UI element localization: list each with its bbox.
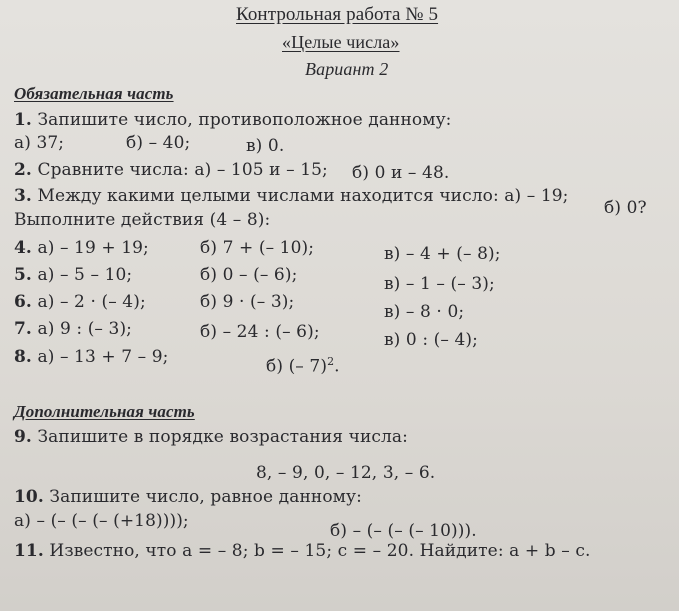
question-11-text: Известно, что a = – 8; b = – 15; c = – 20. Найдите: a + b – c. (49, 541, 591, 561)
question-8-option-b-end: . (334, 356, 340, 377)
question-6 (14, 292, 146, 312)
question-10 (14, 487, 362, 507)
question-4-option-c: в) – 4 + (– 8); (384, 244, 501, 264)
question-3-number: 3. (14, 186, 32, 206)
instruction-text: Выполните действия (4 – 8): (14, 210, 271, 230)
section-extra-heading: Дополнительная часть (14, 402, 195, 421)
question-7 (14, 319, 132, 339)
question-5 (14, 265, 132, 285)
question-8-option-b-base: б) (– 7) (266, 356, 328, 377)
question-9-text: Запишите в порядке возрастания числа: (37, 427, 408, 447)
question-1-number: 1. (14, 110, 32, 130)
question-6-option-c: в) – 8 · 0; (384, 302, 465, 322)
question-11-number: 11. (14, 541, 44, 561)
question-1-option-a: а) 37; (14, 133, 65, 153)
question-9-values: 8, – 9, 0, – 12, 3, – 6. (256, 463, 436, 483)
question-7-option-a: а) 9 : (– 3); (37, 319, 133, 339)
question-3-option-b: б) 0? (604, 198, 647, 218)
question-6-option-a: а) – 2 · (– 4); (37, 292, 146, 312)
worksheet-subtitle: «Целые числа» (282, 32, 400, 52)
question-10-option-b: б) – (– (– (– 10))). (330, 521, 477, 541)
question-9 (14, 427, 408, 447)
question-8-option-b (266, 355, 340, 377)
question-10-text: Запишите число, равное данному: (49, 487, 362, 507)
question-4 (14, 238, 149, 258)
question-3-text: Между какими целыми числами находится число: а) – 19; (37, 186, 569, 206)
question-2-number: 2. (14, 160, 32, 180)
question-7-option-b: б) – 24 : (– 6); (200, 322, 320, 342)
question-11 (14, 541, 590, 561)
question-1-text: Запишите число, противоположное данному: (37, 110, 452, 130)
question-1-option-c: в) 0. (246, 136, 285, 156)
question-8 (14, 347, 169, 367)
question-4-option-a: а) – 19 + 19; (37, 238, 149, 258)
question-1 (14, 110, 452, 130)
question-8-option-a: а) – 13 + 7 – 9; (37, 347, 169, 367)
question-5-option-c: в) – 1 – (– 3); (384, 274, 495, 294)
variant-label: Вариант 2 (305, 59, 389, 79)
question-5-number: 5. (14, 265, 32, 285)
question-6-number: 6. (14, 292, 32, 312)
question-6-option-b: б) 9 · (– 3); (200, 292, 295, 312)
question-10-option-a: а) – (– (– (– (+18)))); (14, 511, 189, 531)
question-5-option-a: а) – 5 – 10; (37, 265, 133, 285)
question-2-option-b: б) 0 и – 48. (352, 163, 450, 183)
question-4-option-b: б) 7 + (– 10); (200, 238, 315, 258)
question-1-option-b: б) – 40; (126, 133, 191, 153)
question-2-text: Сравните числа: а) – 105 и – 15; (37, 160, 328, 180)
question-8-number: 8. (14, 347, 32, 367)
question-9-number: 9. (14, 427, 32, 447)
section-required-heading: Обязательная часть (14, 84, 174, 103)
question-7-number: 7. (14, 319, 32, 339)
question-3 (14, 186, 569, 206)
question-7-option-c: в) 0 : (– 4); (384, 330, 478, 350)
question-5-option-b: б) 0 – (– 6); (200, 265, 298, 285)
question-4-number: 4. (14, 238, 32, 258)
question-8-option-b-exponent: 2 (327, 355, 335, 368)
worksheet-title: Контрольная работа № 5 (236, 4, 439, 25)
question-10-number: 10. (14, 487, 44, 507)
question-2 (14, 160, 328, 180)
